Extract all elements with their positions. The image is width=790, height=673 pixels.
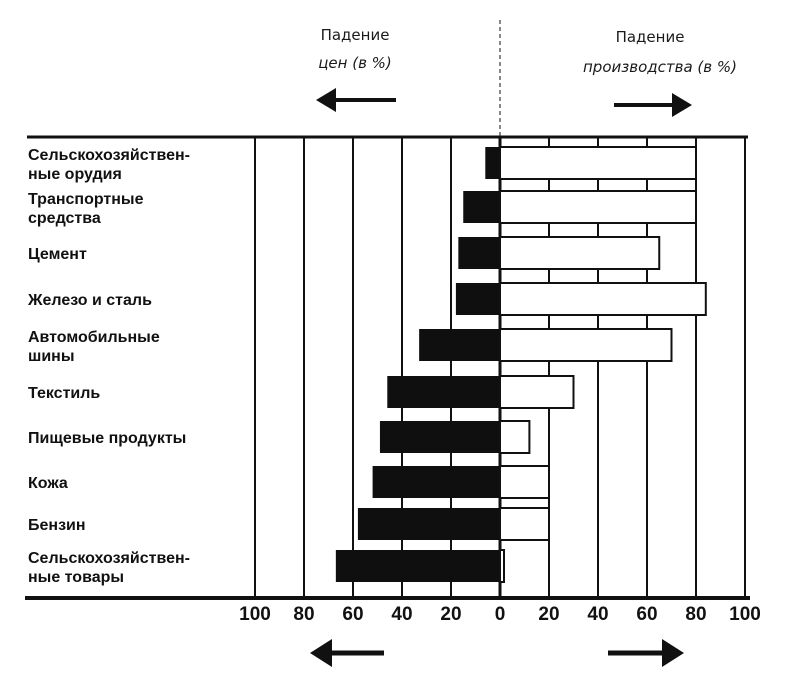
tick-left-0: 100: [239, 604, 271, 625]
tick-left-5: 0: [494, 604, 506, 625]
tick-left-1: 80: [293, 604, 315, 625]
production-bar-2: [500, 237, 659, 269]
category-label-4-line-1: шины: [28, 348, 75, 365]
category-label-4: [28, 329, 160, 365]
price-bar-4: [419, 329, 500, 361]
category-label-3-line-0: Железо и сталь: [28, 292, 152, 309]
category-label-5-line-0: Текстиль: [28, 385, 101, 402]
category-label-2-line-0: Цемент: [28, 246, 87, 263]
category-label-2: [28, 246, 87, 263]
price-bar-7: [373, 466, 500, 498]
production-bar-5: [500, 376, 574, 408]
category-label-7: [28, 475, 68, 492]
tick-right-4: 100: [729, 604, 761, 625]
category-label-0-line-0: Сельскохозяйствен-: [28, 147, 190, 164]
price-bar-3: [456, 283, 500, 315]
production-bar-4: [500, 329, 672, 361]
production-bar-3: [500, 283, 706, 315]
right-bottom-arrow: [608, 639, 684, 667]
tick-left-4: 20: [440, 604, 462, 625]
price-bar-9: [336, 550, 500, 582]
price-bar-8: [358, 508, 500, 540]
right-header-line1: Падение: [615, 28, 685, 46]
tick-right-0: 20: [538, 604, 560, 625]
left-top-arrow: [316, 88, 396, 112]
category-label-9-line-1: ные товары: [28, 569, 125, 586]
category-label-9: [28, 550, 190, 586]
category-label-9-line-0: Сельскохозяйствен-: [28, 550, 190, 567]
bars: [336, 147, 706, 582]
price-bar-1: [463, 191, 500, 223]
left-header-line2: цен (в %): [318, 54, 392, 72]
category-label-6-line-0: Пищевые продукты: [28, 430, 187, 447]
right-top-arrow: [614, 93, 692, 117]
category-label-8-line-0: Бензин: [28, 517, 86, 534]
production-bar-9: [500, 550, 504, 582]
production-bar-1: [500, 191, 696, 223]
category-label-6: [28, 430, 186, 447]
tick-right-3: 80: [685, 604, 707, 625]
category-labels: [27, 147, 190, 586]
production-bar-8: [500, 508, 549, 540]
category-label-7-line-0: Кожа: [28, 475, 68, 492]
category-label-8: [28, 517, 86, 534]
left-bottom-arrow: [310, 639, 384, 667]
production-bar-6: [500, 421, 529, 453]
category-label-5: [28, 385, 100, 402]
category-label-0-line-1: ные орудия: [28, 166, 122, 183]
category-label-4-line-0: Автомобильные: [28, 329, 160, 346]
production-bar-7: [500, 466, 549, 498]
tick-right-2: 60: [636, 604, 658, 625]
category-label-3: [27, 292, 152, 309]
tick-left-3: 40: [391, 604, 413, 625]
price-bar-2: [458, 237, 500, 269]
price-bar-6: [380, 421, 500, 453]
price-bar-5: [387, 376, 500, 408]
price-bar-0: [485, 147, 500, 179]
category-label-1-line-1: средства: [28, 210, 101, 227]
category-label-0: [28, 147, 190, 183]
tick-left-2: 60: [342, 604, 364, 625]
production-bar-0: [500, 147, 696, 179]
right-header-line2: производства (в %): [583, 58, 737, 76]
category-label-1: [28, 191, 144, 227]
tick-right-1: 40: [587, 604, 609, 625]
left-header-line1: Падение: [320, 26, 390, 44]
tick-labels: [239, 604, 761, 625]
category-label-1-line-0: Транспортные: [28, 191, 144, 208]
